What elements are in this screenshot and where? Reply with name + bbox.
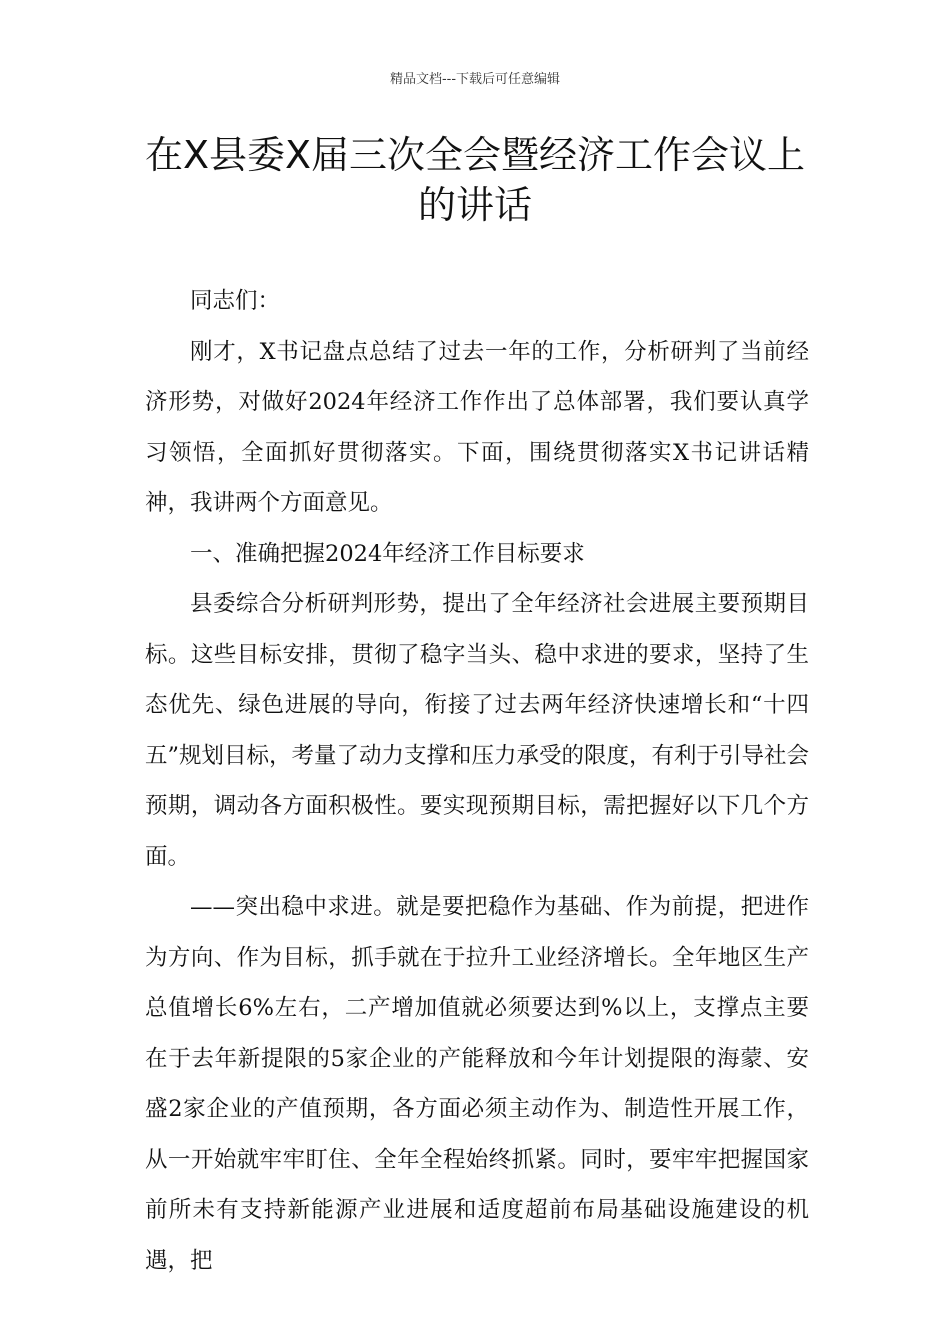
section-heading-1: 一、准确把握2024年经济工作目标要求 [190, 540, 585, 567]
document-body [145, 276, 809, 1286]
document-title: 在X县委X届三次全会暨经济工作会议上的讲话 [144, 133, 806, 227]
paragraph-stability: ——突出稳中求进。就是要把稳作为基础、作为前提，把进作为方向、作为目标，抓手就在于拉升工业经济增长。全年地区生产总值增长6%左右，二产增加值就必须要达到%以上，支撑点主要在于去年新提限的5家企业的产能释放和今年计划提限的海蒙、安盛2家企业的产值预期，各方面必须主动作为、制造性开展工作，从一开始就牢牢盯住、全年全程始终抓紧。同时，要牢牢把握国家前所未有支持新能源产业进展和适度超前布局基础设施建设的机遇，把 [145, 894, 809, 1274]
paragraph-salutation: 同志们： [190, 288, 281, 314]
header-note: 精品文档---下载后可任意编辑 [389, 72, 561, 87]
paragraph-intro: 刚才，X书记盘点总结了过去一年的工作，分析研判了当前经济形势，对做好2024年经济工作作出了总体部署，我们要认真学习领悟，全面抓好贯彻落实。下面，围绕贯彻落实X书记讲话精神，我讲两个方面意见。 [145, 338, 809, 516]
paragraph-targets: 县委综合分析研判形势，提出了全年经济社会进展主要预期目标。这些目标安排，贯彻了稳字当头、稳中求进的要求，坚持了生态优先、绿色进展的导向，衔接了过去两年经济快速增长和“十四五”规划目标，考量了动力支撑和压力承受的限度，有利于引导社会预期，调动各方面积极性。要实现预期目标，需把握好以下几个方面。 [145, 591, 810, 870]
